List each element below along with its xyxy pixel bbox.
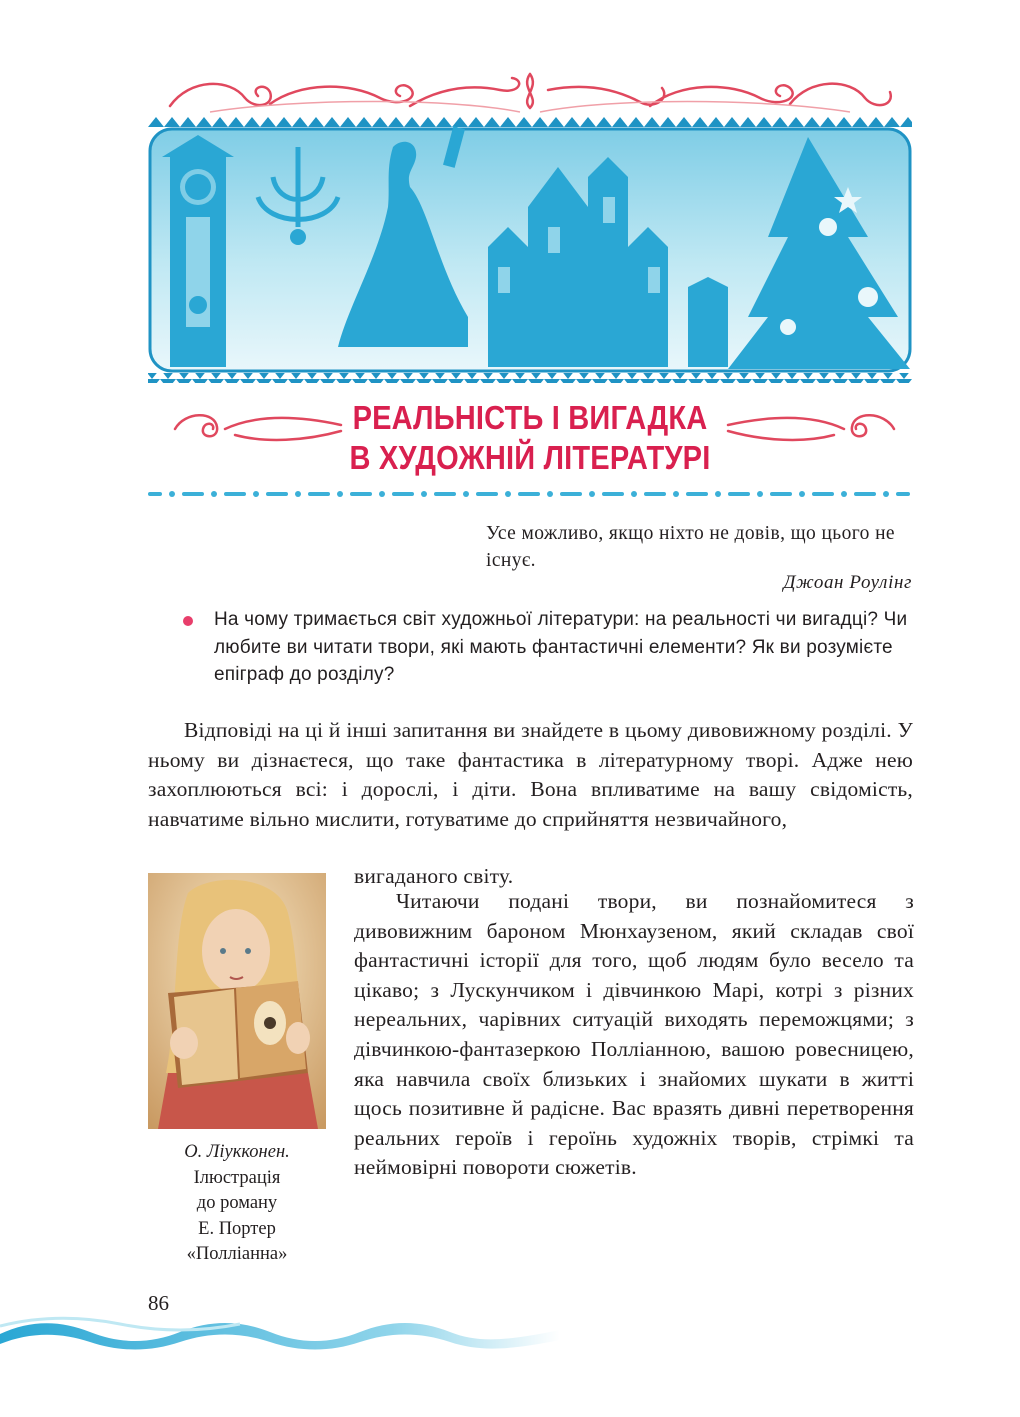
chapter-title xyxy=(240,398,821,478)
page-number: 86 xyxy=(148,1291,169,1315)
body-paragraph-2: Читаючи подані твори, ви познайомитеся з дивовижним бароном Мюнхаузеном, який складав свої фантастичні історії для того, щоб людям було весело та цікаво; з Лускунчиком і дівчинкою Марі, котрі з різних нереальних, чарівних ситуацій виходять переможцями; з дівчинкою-фантазеркою Поллiанною, вашою ровесницею, яка навчила своїх близьких і знайомих шукати в житті щось позитивне й радісне. Вас вразять дивні перетворення реальних героїв і героїнь художніх творів, стрімкі та неймовірні повороти сюжетів. xyxy=(354,889,914,1180)
bullet-icon xyxy=(183,616,193,626)
pollyanna-illustration xyxy=(148,873,326,1129)
chapter-title-line2: В ХУДОЖНІЙ ЛІТЕРАТУРІ xyxy=(349,439,711,476)
caption-line: «Поллiанна» xyxy=(186,1244,288,1264)
dotted-divider xyxy=(148,488,912,500)
caption-line: до роману xyxy=(196,1193,278,1213)
body-paragraph-1: Відповіді на ці й інші запитання ви знайдете в цьому дивовижному розділі. У ньому ви дізнаєтеся, що таке фантастика в літературному творі. Адже нею захоплюються всі: і дорослі, і діти. Вона впливатиме на вашу свідомість, навчатиме вільно мислити, готуватиме до сприйняття незвичайного, xyxy=(148,718,913,831)
chapter-banner-image xyxy=(148,117,912,383)
caption-line: Ілюстрація xyxy=(193,1167,281,1188)
epigraph-text: Усе можливо, якщо ніхто не довів, що цього не існує. xyxy=(486,523,895,571)
caption-author: О. Ліукконен. xyxy=(184,1142,290,1162)
caption-line: Е. Портер xyxy=(198,1218,276,1239)
top-ornament xyxy=(150,68,910,116)
epigraph-author: Джоан Роулінг xyxy=(783,572,912,593)
illustration-caption xyxy=(148,1140,326,1268)
bottom-wave-decoration xyxy=(0,1310,560,1350)
chapter-title-line1: РЕАЛЬНІСТЬ І ВИГАДКА xyxy=(352,399,708,436)
body-paragraph-1-end: вигаданого світу. xyxy=(354,864,514,888)
question-text: На чому тримається світ художньої літератури: на реальності чи вигадці? Чи любите ви читати твори, які мають фантастичні елементи? Як ви розумієте епіграф до розділу? xyxy=(214,609,908,685)
